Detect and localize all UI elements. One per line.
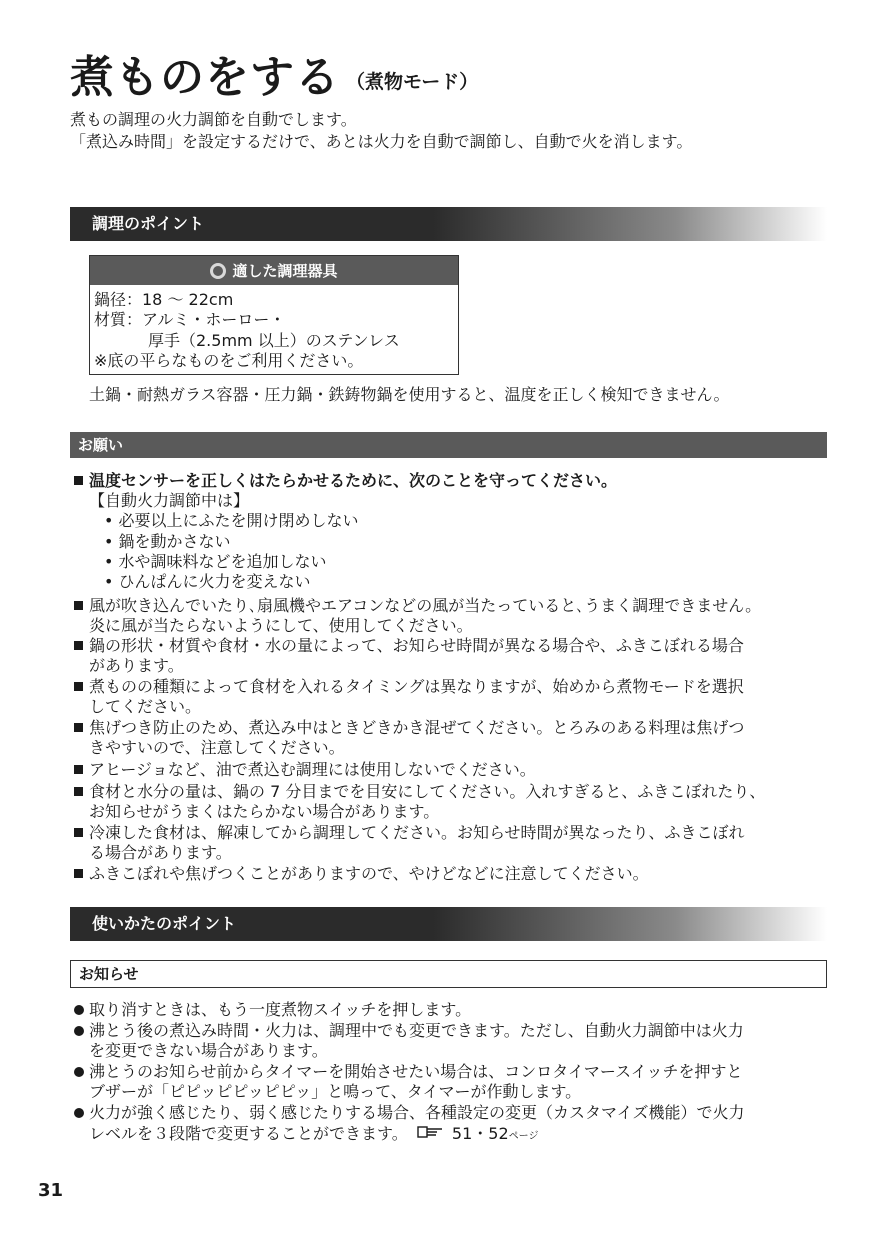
request-item-oil: アヒージョなど、油で煮込む調理には使用しないでください。 [89,760,536,779]
page-reference-suffix: ページ [508,1131,539,1142]
request-bullet: • 水や調味料などを追加しない [104,552,327,571]
request-item-stir: 焦げつき防止のため、煮込み中はときどきかき混ぜてください。とろみのある料理は焦げつ [89,718,745,737]
intro-line-2: 「煮込み時間」を設定するだけで、あとは火力を自動で調節し、自動で火を消します。 [70,132,693,151]
section-bar-request: お願い [70,432,827,458]
suitable-cookware-box [89,255,459,375]
request-bullet: • ひんぱんに火力を変えない [104,572,311,591]
suitable-cookware-title: 適した調理器具 [232,262,338,280]
request-item-wind-cont: 炎に風が当たらないようにして、使用してください。 [89,616,473,635]
request-item-amount-cont: お知らせがうまくはたらかない場合があります。 [89,802,440,821]
page-reference: 51・52 [451,1124,509,1143]
request-item-stir-cont: きやすいので、注意してください。 [89,738,345,757]
page-title [70,52,478,108]
title-subtitle: （煮物モード） [346,71,479,93]
cookware-note: ※底の平らなものをご利用ください。 [94,351,364,370]
request-item-wind: 風が吹き込んでいたり､扇風機やエアコンなどの風が当たっていると､うまく調理できません。 [89,596,762,615]
request-item-timing-cont: してください。 [89,697,202,716]
request-bullet: • 必要以上にふたを開け閉めしない [104,511,359,530]
notice-item-timer-cont: ブザーが「ピピッピピッピピッ」と鳴って、タイマーが作動します。 [89,1082,582,1101]
notice-item-power-cont [89,1124,538,1147]
suitable-cookware-header [90,256,458,285]
request-item-burn: ふきこぼれや焦げつくことがありますので、やけどなどに注意してください。 [89,864,649,883]
circle-icon [210,263,226,279]
intro-line-1: 煮もの調理の火力調節を自動でします。 [70,110,357,129]
pointing-hand-icon [417,1124,445,1145]
notice-item-cancel: 取り消すときは、もう一度煮物スイッチを押します。 [89,1000,472,1019]
notice-item-power: 火力が強く感じたり、弱く感じたりする場合、各種設定の変更（カスタマイズ機能）で火力 [89,1103,745,1122]
page-number: 31 [38,1180,64,1201]
notice-label: お知らせ [70,960,827,988]
request-bullet: • 鍋を動かさない [104,532,231,551]
request-item-frozen-cont: る場合があります。 [89,843,232,862]
cookware-material-cont: 厚手（2.5mm 以上）のステンレス [148,331,400,350]
notice-item-timer: 沸とうのお知らせ前からタイマーを開始させたい場合は、コンロタイマースイッチを押すと [89,1062,743,1081]
request-item-shape: 鍋の形状・材質や食材・水の量によって、お知らせ時間が異なる場合や、ふきこぼれる場合 [89,636,744,655]
request-subheading: 【自動火力調節中は】 [89,491,250,510]
title-main: 煮ものをする [70,52,340,103]
cookware-material: 材質：アルミ・ホーロー・ [94,310,286,329]
cookware-diameter: 鍋径：18 ～ 22cm [94,290,234,309]
request-item-timing: 煮ものの種類によって食材を入れるタイミングは異なりますが、始めから煮物モードを選択 [89,677,744,696]
notice-item-power-text: レベルを３段階で変更することができます。 [89,1124,408,1143]
notice-item-change-cont: を変更できない場合があります。 [89,1041,328,1060]
cookware-warning: 土鍋・耐熱ガラス容器・圧力鍋・鉄鋳物鍋を使用すると、温度を正しく検知できません。 [89,385,730,404]
section-bar-usage-points: 使いかたのポイント [70,907,827,941]
request-item-frozen: 冷凍した食材は、解凍してから調理してください。お知らせ時間が異なったり、ふきこぼれ [89,823,745,842]
request-item-amount: 食材と水分の量は、鍋の 7 分目までを目安にしてください。入れすぎると、ふきこぼれたり、 [89,782,766,801]
section-bar-cooking-points: 調理のポイント [70,207,827,241]
request-heading: 温度センサーを正しくはたらかせるために、次のことを守ってください。 [89,471,618,490]
request-item-shape-cont: があります。 [89,656,184,675]
notice-item-change: 沸とう後の煮込み時間・火力は、調理中でも変更できます。ただし、自動火力調節中は火力 [89,1021,744,1040]
